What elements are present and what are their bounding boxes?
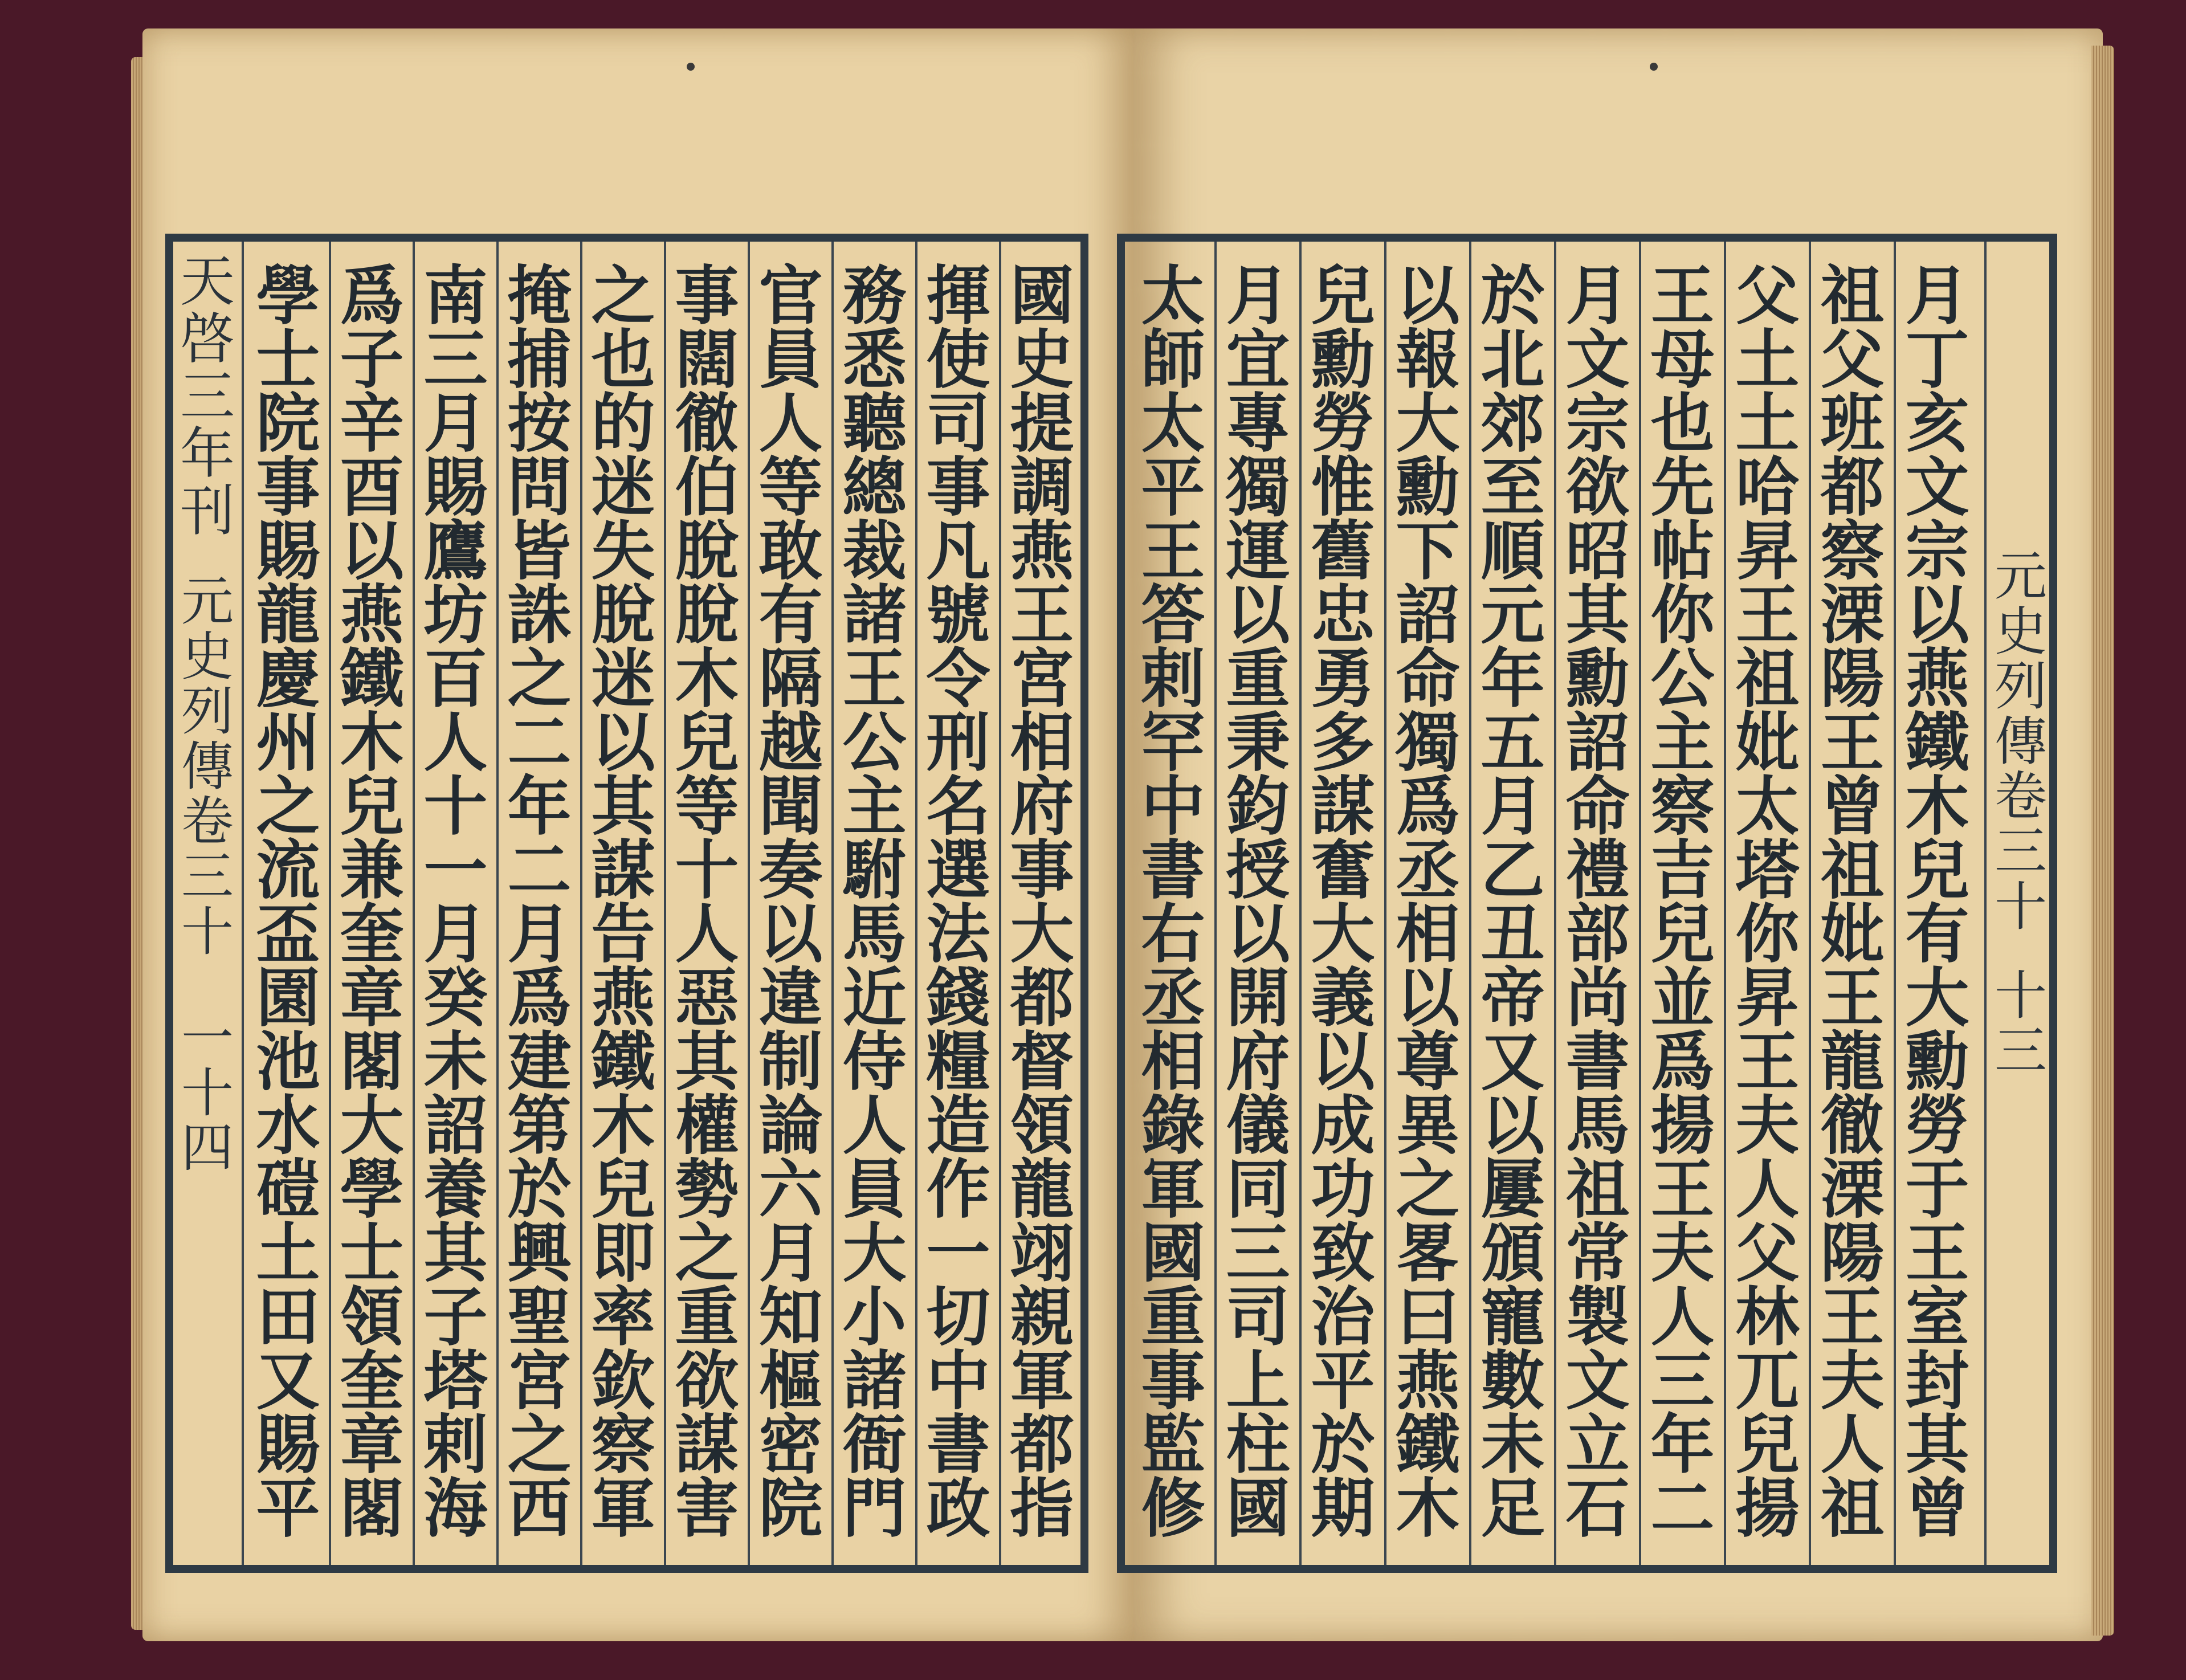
left-text-column: 掩捕按問皆誅之二年二月爲建第於興聖宮之西 <box>507 259 572 1546</box>
margin-title: 天啓三年刊 <box>180 250 235 544</box>
column-rule <box>496 242 499 1565</box>
column-rule <box>1384 242 1386 1565</box>
column-rule <box>329 242 331 1565</box>
column-rule <box>1554 242 1556 1565</box>
right-margin-column <box>1987 253 2055 1553</box>
left-text-column: 揮使司事凡號令刑名選法錢糧造作一切中書政 <box>926 259 990 1546</box>
right-text-column: 兒勳勞惟舊忠勇多謀奮大義以成功致治平於期 <box>1311 259 1375 1546</box>
left-text-column: 爲子辛酉以燕鐵木兒兼奎章閣大學士領奎章閣 <box>340 259 404 1546</box>
left-text-column: 學士院事賜龍慶州之流盃園池水磑土田又賜平 <box>256 259 320 1546</box>
left-text-column: 國史提調燕王宮相府事大都督領龍翊親軍都指 <box>1010 259 1074 1546</box>
margin-folio: 一十四 <box>181 1008 234 1179</box>
left-margin-column <box>173 250 242 1553</box>
right-text-column: 祖父班都察溧陽王曾祖妣王龍徹溧陽王夫人祖 <box>1820 259 1885 1546</box>
margin-folio: 十三 <box>1994 965 2047 1082</box>
right-text-column: 太師太平王答剌罕中書右丞相錄軍國重事監修 <box>1141 259 1205 1546</box>
right-text-column: 以報大勳下詔命獨爲丞相以尊異之畧曰燕鐵木 <box>1396 259 1460 1546</box>
column-rule <box>580 242 582 1565</box>
column-rule <box>1639 242 1641 1565</box>
column-rule <box>999 242 1001 1565</box>
margin-book-label: 元史列傳卷三十 <box>1994 546 2047 937</box>
column-rule <box>1724 242 1726 1565</box>
right-text-column: 月文宗欲昭其勳詔命禮部尚書馬祖常製文立石 <box>1565 259 1630 1546</box>
column-rule <box>748 242 750 1565</box>
column-rule <box>1809 242 1811 1565</box>
column-rule <box>1469 242 1471 1565</box>
right-text-column: 父土土哈昇王祖妣太塔你昇王夫人父林兀兒揚 <box>1735 259 1800 1546</box>
right-text-column: 於北郊至順元年五月乙丑帝又以屢頒寵數未足 <box>1481 259 1545 1546</box>
column-rule <box>242 242 244 1565</box>
left-text-column: 事闊徹伯脫脫木兒等十人惡其權勢之重欲謀害 <box>675 259 739 1546</box>
column-rule <box>413 242 415 1565</box>
right-text-column: 月丁亥文宗以燕鐵木兒有大勳勞于王室封其曾 <box>1905 259 1969 1546</box>
left-text-column: 官員人等敢有隔越聞奏以違制論六月知樞密院 <box>758 259 823 1546</box>
column-rule <box>831 242 834 1565</box>
column-rule <box>1214 242 1217 1565</box>
column-rule <box>664 242 666 1565</box>
printing-dot <box>687 63 695 71</box>
margin-book-label: 元史列傳卷三十 <box>181 570 234 963</box>
page-edges-right <box>2091 46 2114 1636</box>
left-text-frame <box>165 234 1088 1573</box>
left-text-column: 務悉聽總裁諸王公主駙馬近侍人員大小諸衙門 <box>842 259 907 1546</box>
left-text-column: 南三月賜鷹坊百人十一月癸未詔養其子塔剌海 <box>423 259 488 1546</box>
column-rule <box>1299 242 1302 1565</box>
right-text-frame <box>1117 234 2057 1573</box>
left-text-column: 之也的迷失脫迷以其謀告燕鐵木兒即率欽察軍 <box>591 259 655 1546</box>
column-rule <box>1894 242 1896 1565</box>
column-rule <box>915 242 917 1565</box>
right-text-column: 王母也先帖你公主察吉兒並爲揚王夫人三年二 <box>1650 259 1715 1546</box>
printing-dot <box>1650 63 1658 71</box>
right-text-column: 月宜專獨運以重秉鈞授以開府儀同三司上柱國 <box>1226 259 1290 1546</box>
